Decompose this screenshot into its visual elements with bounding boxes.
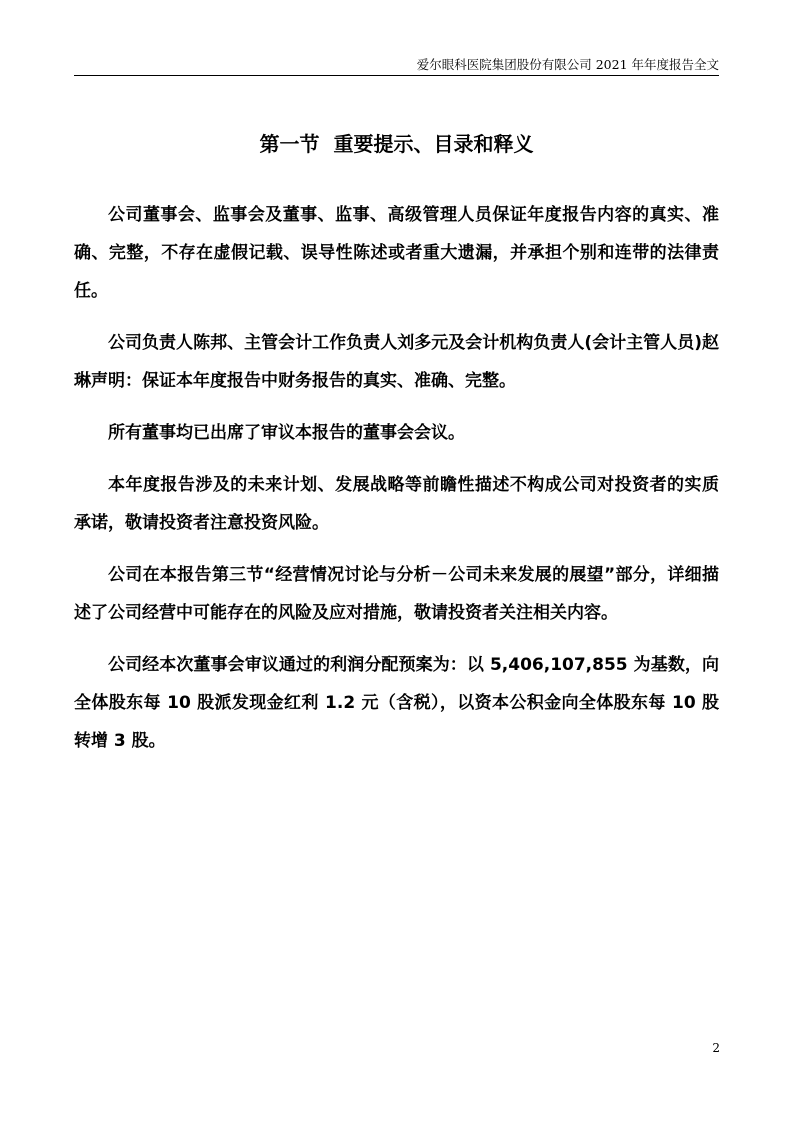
- paragraph-risk-reference: 公司在本报告第三节“经营情况讨论与分析－公司未来发展的展望”部分，详细描述了公司经营中可能存在的风险及应对措施，敬请投资者关注相关内容。: [74, 565, 719, 623]
- section-title: 第一节 重要提示、目录和释义: [259, 132, 534, 156]
- paragraph-profit-distribution: 公司经本次董事会审议通过的利润分配预案为：以 5,406,107,855 为基数，向全体股东每 10 股派发现金红利 1.2 元（含税），以资本公积金向全体股东每 10 股转增 3 股。: [74, 655, 719, 751]
- page-number: 2: [712, 1041, 720, 1055]
- important-notice-body: [74, 196, 719, 774]
- paragraph-forward-looking-statement: 本年度报告涉及的未来计划、发展战略等前瞻性描述不构成公司对投资者的实质承诺，敬请投资者注意投资风险。: [74, 475, 719, 533]
- page-header: 爱尔眼科医院集团股份有限公司 2021 年年度报告全文: [74, 55, 719, 76]
- paragraph-financial-declaration: 公司负责人陈邦、主管会计工作负责人刘多元及会计机构负责人(会计主管人员)赵琳声明：保证本年度报告中财务报告的真实、准确、完整。: [74, 333, 719, 391]
- paragraph-board-attendance: 所有董事均已出席了审议本报告的董事会会议。: [108, 423, 465, 443]
- paragraph-responsibility-statement: 公司董事会、监事会及董事、监事、高级管理人员保证年度报告内容的真实、准确、完整，不存在虚假记载、误导性陈述或者重大遗漏，并承担个别和连带的法律责任。: [74, 205, 719, 301]
